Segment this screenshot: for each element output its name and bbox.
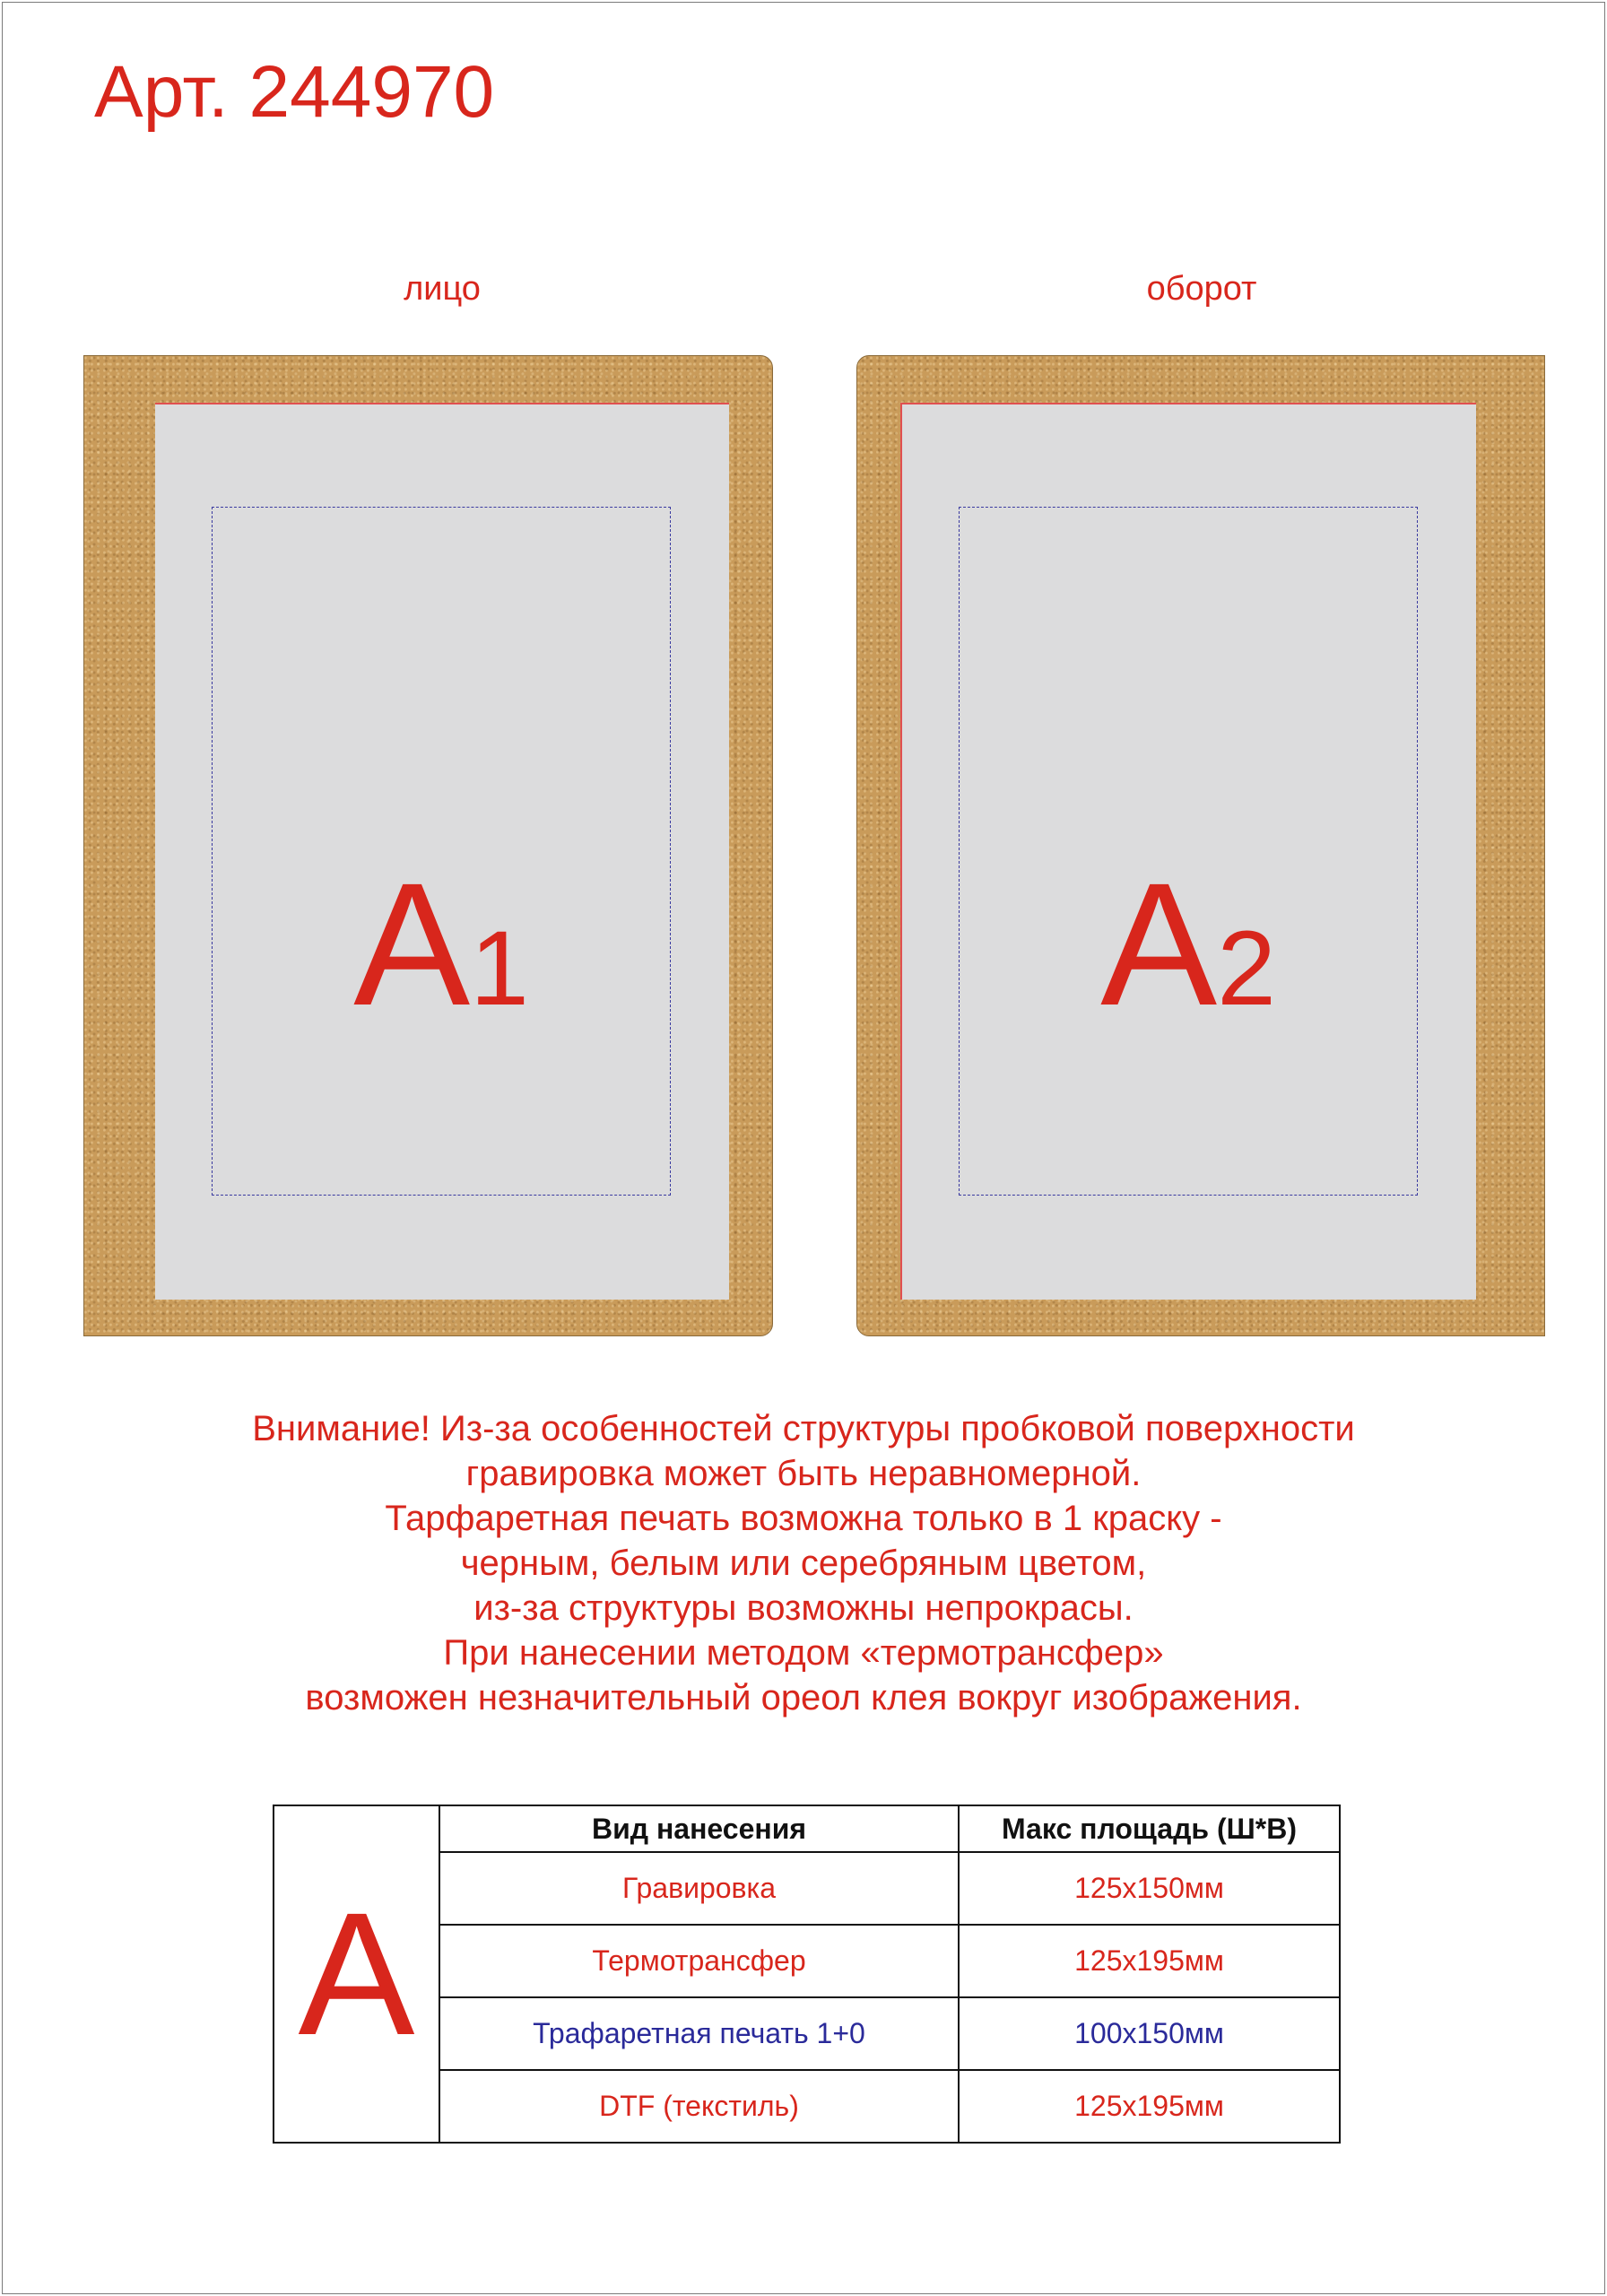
methods-table — [273, 1805, 1341, 2144]
cork-panel-back — [856, 355, 1545, 1336]
notice-text — [86, 1406, 1521, 1720]
zone-letter: A — [1100, 847, 1218, 1042]
notice-line: гравировка может быть неравномерной. — [465, 1454, 1142, 1493]
method-cell: DTF (текстиль) — [439, 2070, 959, 2143]
front-side-label: лицо — [404, 270, 481, 308]
notice-line: При нанесении методом «термотрансфер» — [443, 1633, 1164, 1673]
notice-line: из-за структуры возможны непрокрасы. — [473, 1588, 1134, 1628]
method-cell: Трафаретная печать 1+0 — [439, 1997, 959, 2070]
article-title: Арт. 244970 — [94, 51, 495, 133]
zone-number: 2 — [1217, 909, 1276, 1028]
print-area-front — [212, 507, 671, 1196]
zone-number: 1 — [470, 909, 529, 1028]
back-side-label: оборот — [1146, 270, 1257, 308]
print-zone-back — [900, 403, 1476, 1300]
method-cell: Гравировка — [439, 1852, 959, 1925]
area-cell: 100x150мм — [959, 1997, 1340, 2070]
notice-line: Внимание! Из-за особенностей структуры пробковой поверхности — [252, 1409, 1355, 1448]
area-cell: 125x195мм — [959, 2070, 1340, 2143]
zone-letter: A — [353, 847, 471, 1042]
header-method: Вид нанесения — [439, 1805, 959, 1852]
area-cell: 125x195мм — [959, 1925, 1340, 1997]
header-area: Макс площадь (Ш*В) — [959, 1805, 1340, 1852]
zone-label-a1 — [213, 847, 670, 1042]
print-zone-front — [155, 403, 729, 1300]
notice-line: черным, белым или серебряным цветом, — [460, 1544, 1147, 1583]
notice-line: Тарфаретная печать возможна только в 1 краску - — [385, 1499, 1222, 1538]
table-header-row — [274, 1805, 1340, 1852]
method-cell: Термотрансфер — [439, 1925, 959, 1997]
notice-line: возможен незначительный ореол клея вокруг изображения. — [305, 1678, 1302, 1718]
table-zone-letter: A — [274, 1805, 439, 2143]
print-area-back — [959, 507, 1418, 1196]
zone-label-a2 — [960, 847, 1417, 1042]
area-cell: 125x150мм — [959, 1852, 1340, 1925]
cork-panel-front — [83, 355, 773, 1336]
